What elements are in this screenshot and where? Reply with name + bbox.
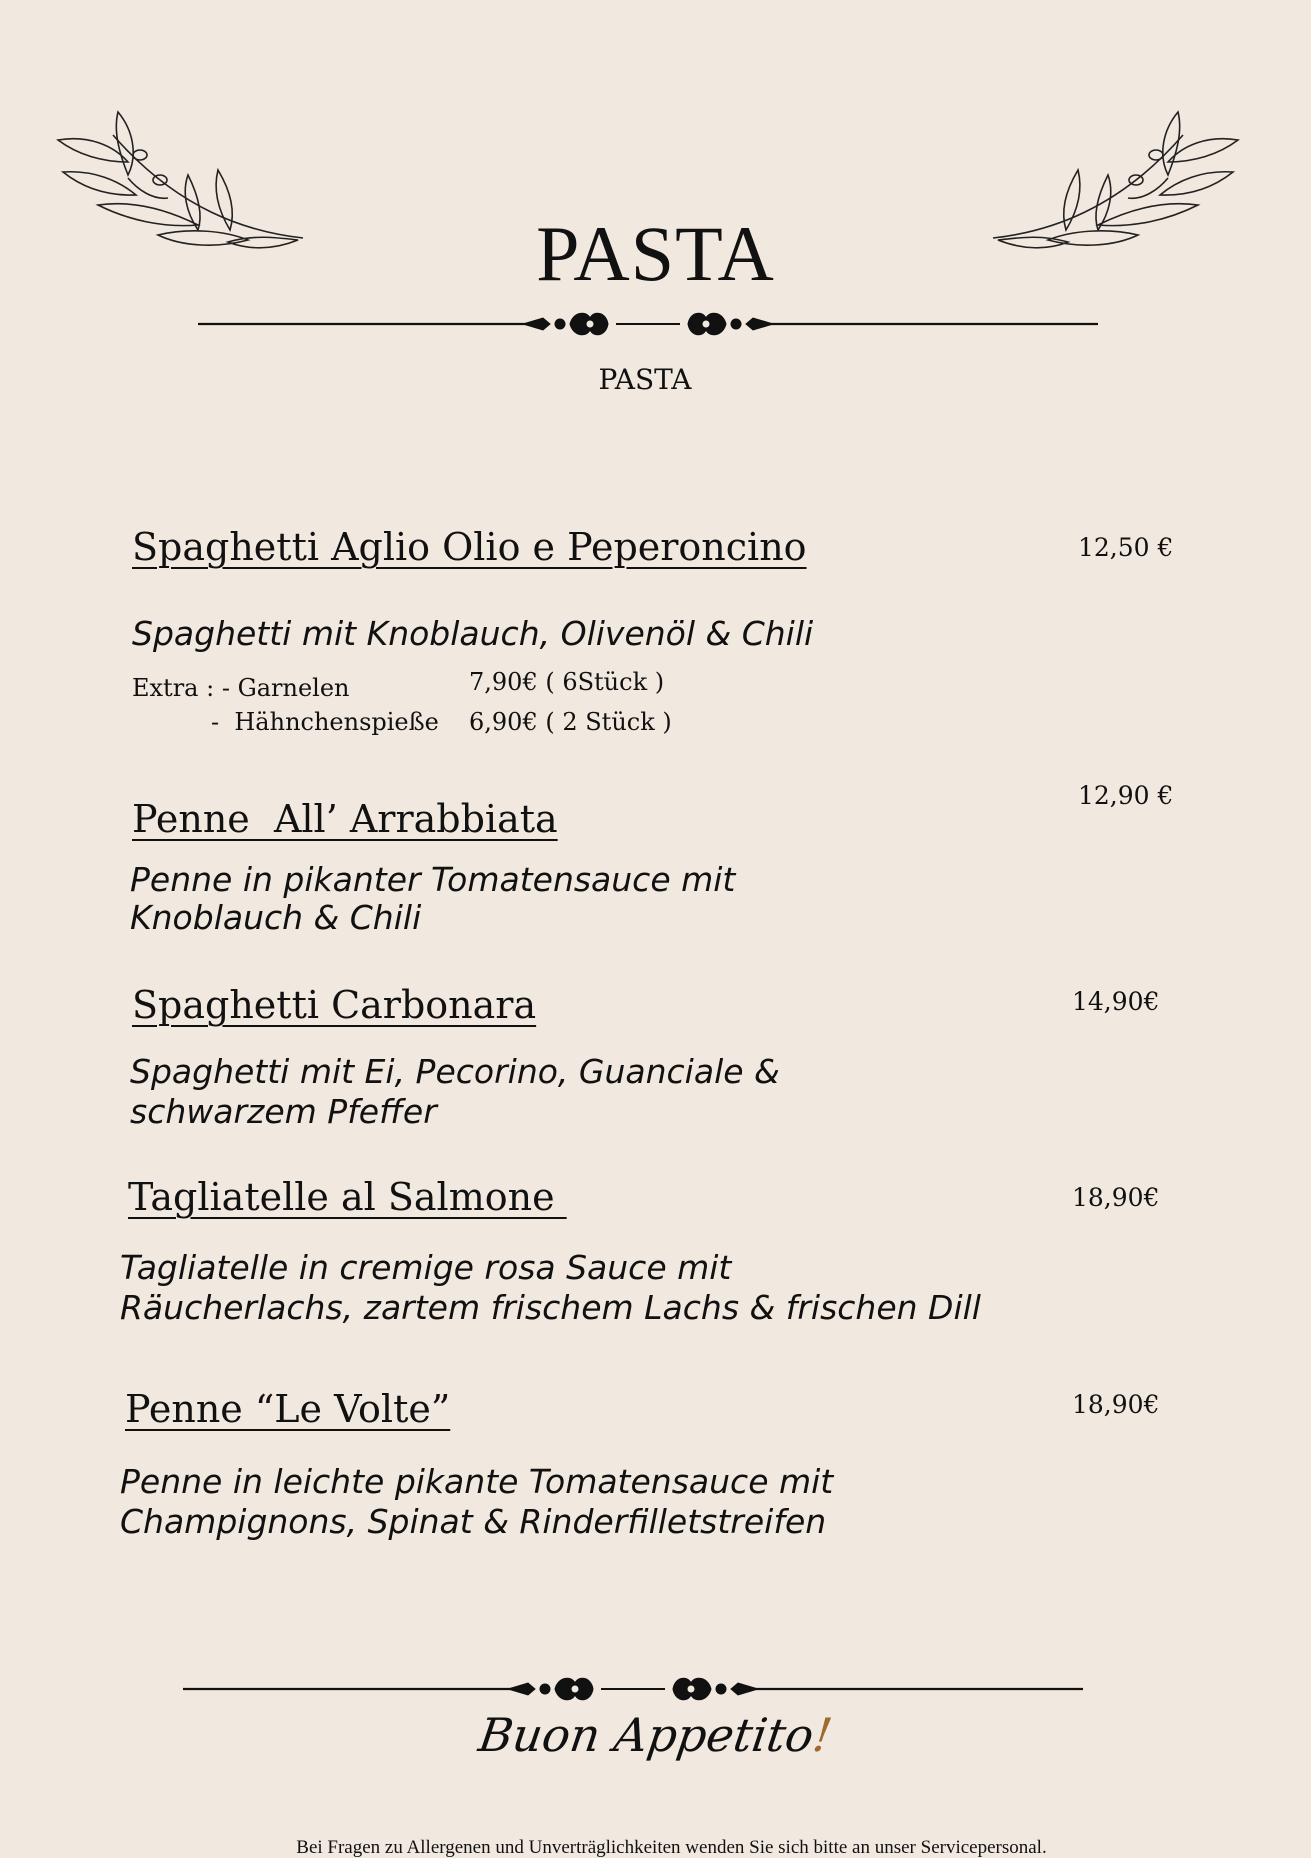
allergen-note: Bei Fragen zu Allergenen und Unverträglichkeiten wenden Sie sich bitte an unser Servicepersonal. — [296, 1837, 1047, 1858]
section-subtitle: PASTA — [598, 363, 692, 396]
ornamental-divider-icon — [198, 304, 1098, 344]
dish-description: Penne in pikanter Tomatensauce mit — [130, 860, 736, 899]
dish-price: 12,90 € — [1078, 781, 1174, 810]
extras-item: - Hähnchenspieße — [211, 708, 439, 736]
signature-text: Buon Appetito — [475, 1708, 818, 1762]
dish-description: Räucherlachs, zartem frischem Lachs & frischen Dill — [120, 1288, 981, 1327]
dish-name: Penne All’ Arrabbiata — [132, 797, 558, 841]
dish-name: Tagliatelle al Salmone — [128, 1175, 567, 1219]
page-title: PASTA — [536, 210, 775, 297]
extras-price: 6,90€ ( 2 Stück ) — [469, 708, 672, 736]
ornamental-divider-icon — [183, 1669, 1083, 1709]
dish-name: Spaghetti Carbonara — [132, 983, 537, 1027]
dish-price: 12,50 € — [1078, 533, 1174, 562]
extras-label: Extra : - Garnelen — [132, 674, 350, 702]
signature-exclamation: ! — [809, 1708, 836, 1762]
dish-price: 18,90€ — [1072, 1390, 1160, 1419]
dish-description: Champignons, Spinat & Rinderfilletstreifen — [120, 1502, 827, 1541]
dish-description: Penne in leichte pikante Tomatensauce mit — [120, 1462, 834, 1501]
extras-price: 7,90€ ( 6Stück ) — [469, 668, 665, 696]
dish-description: Tagliatelle in cremige rosa Sauce mit — [120, 1248, 732, 1287]
dish-description: Knoblauch & Chili — [130, 898, 422, 937]
buon-appetito-signature — [0, 1708, 1311, 1762]
dish-name: Penne “Le Volte” — [125, 1387, 451, 1431]
dish-description: Spaghetti mit Knoblauch, Olivenöl & Chili — [132, 614, 814, 653]
dish-description: schwarzem Pfeffer — [130, 1092, 437, 1131]
dish-price: 18,90€ — [1072, 1183, 1160, 1212]
dish-price: 14,90€ — [1072, 987, 1160, 1016]
dish-description: Spaghetti mit Ei, Pecorino, Guanciale & — [130, 1052, 780, 1091]
dish-name: Spaghetti Aglio Olio e Peperoncino — [132, 525, 807, 569]
